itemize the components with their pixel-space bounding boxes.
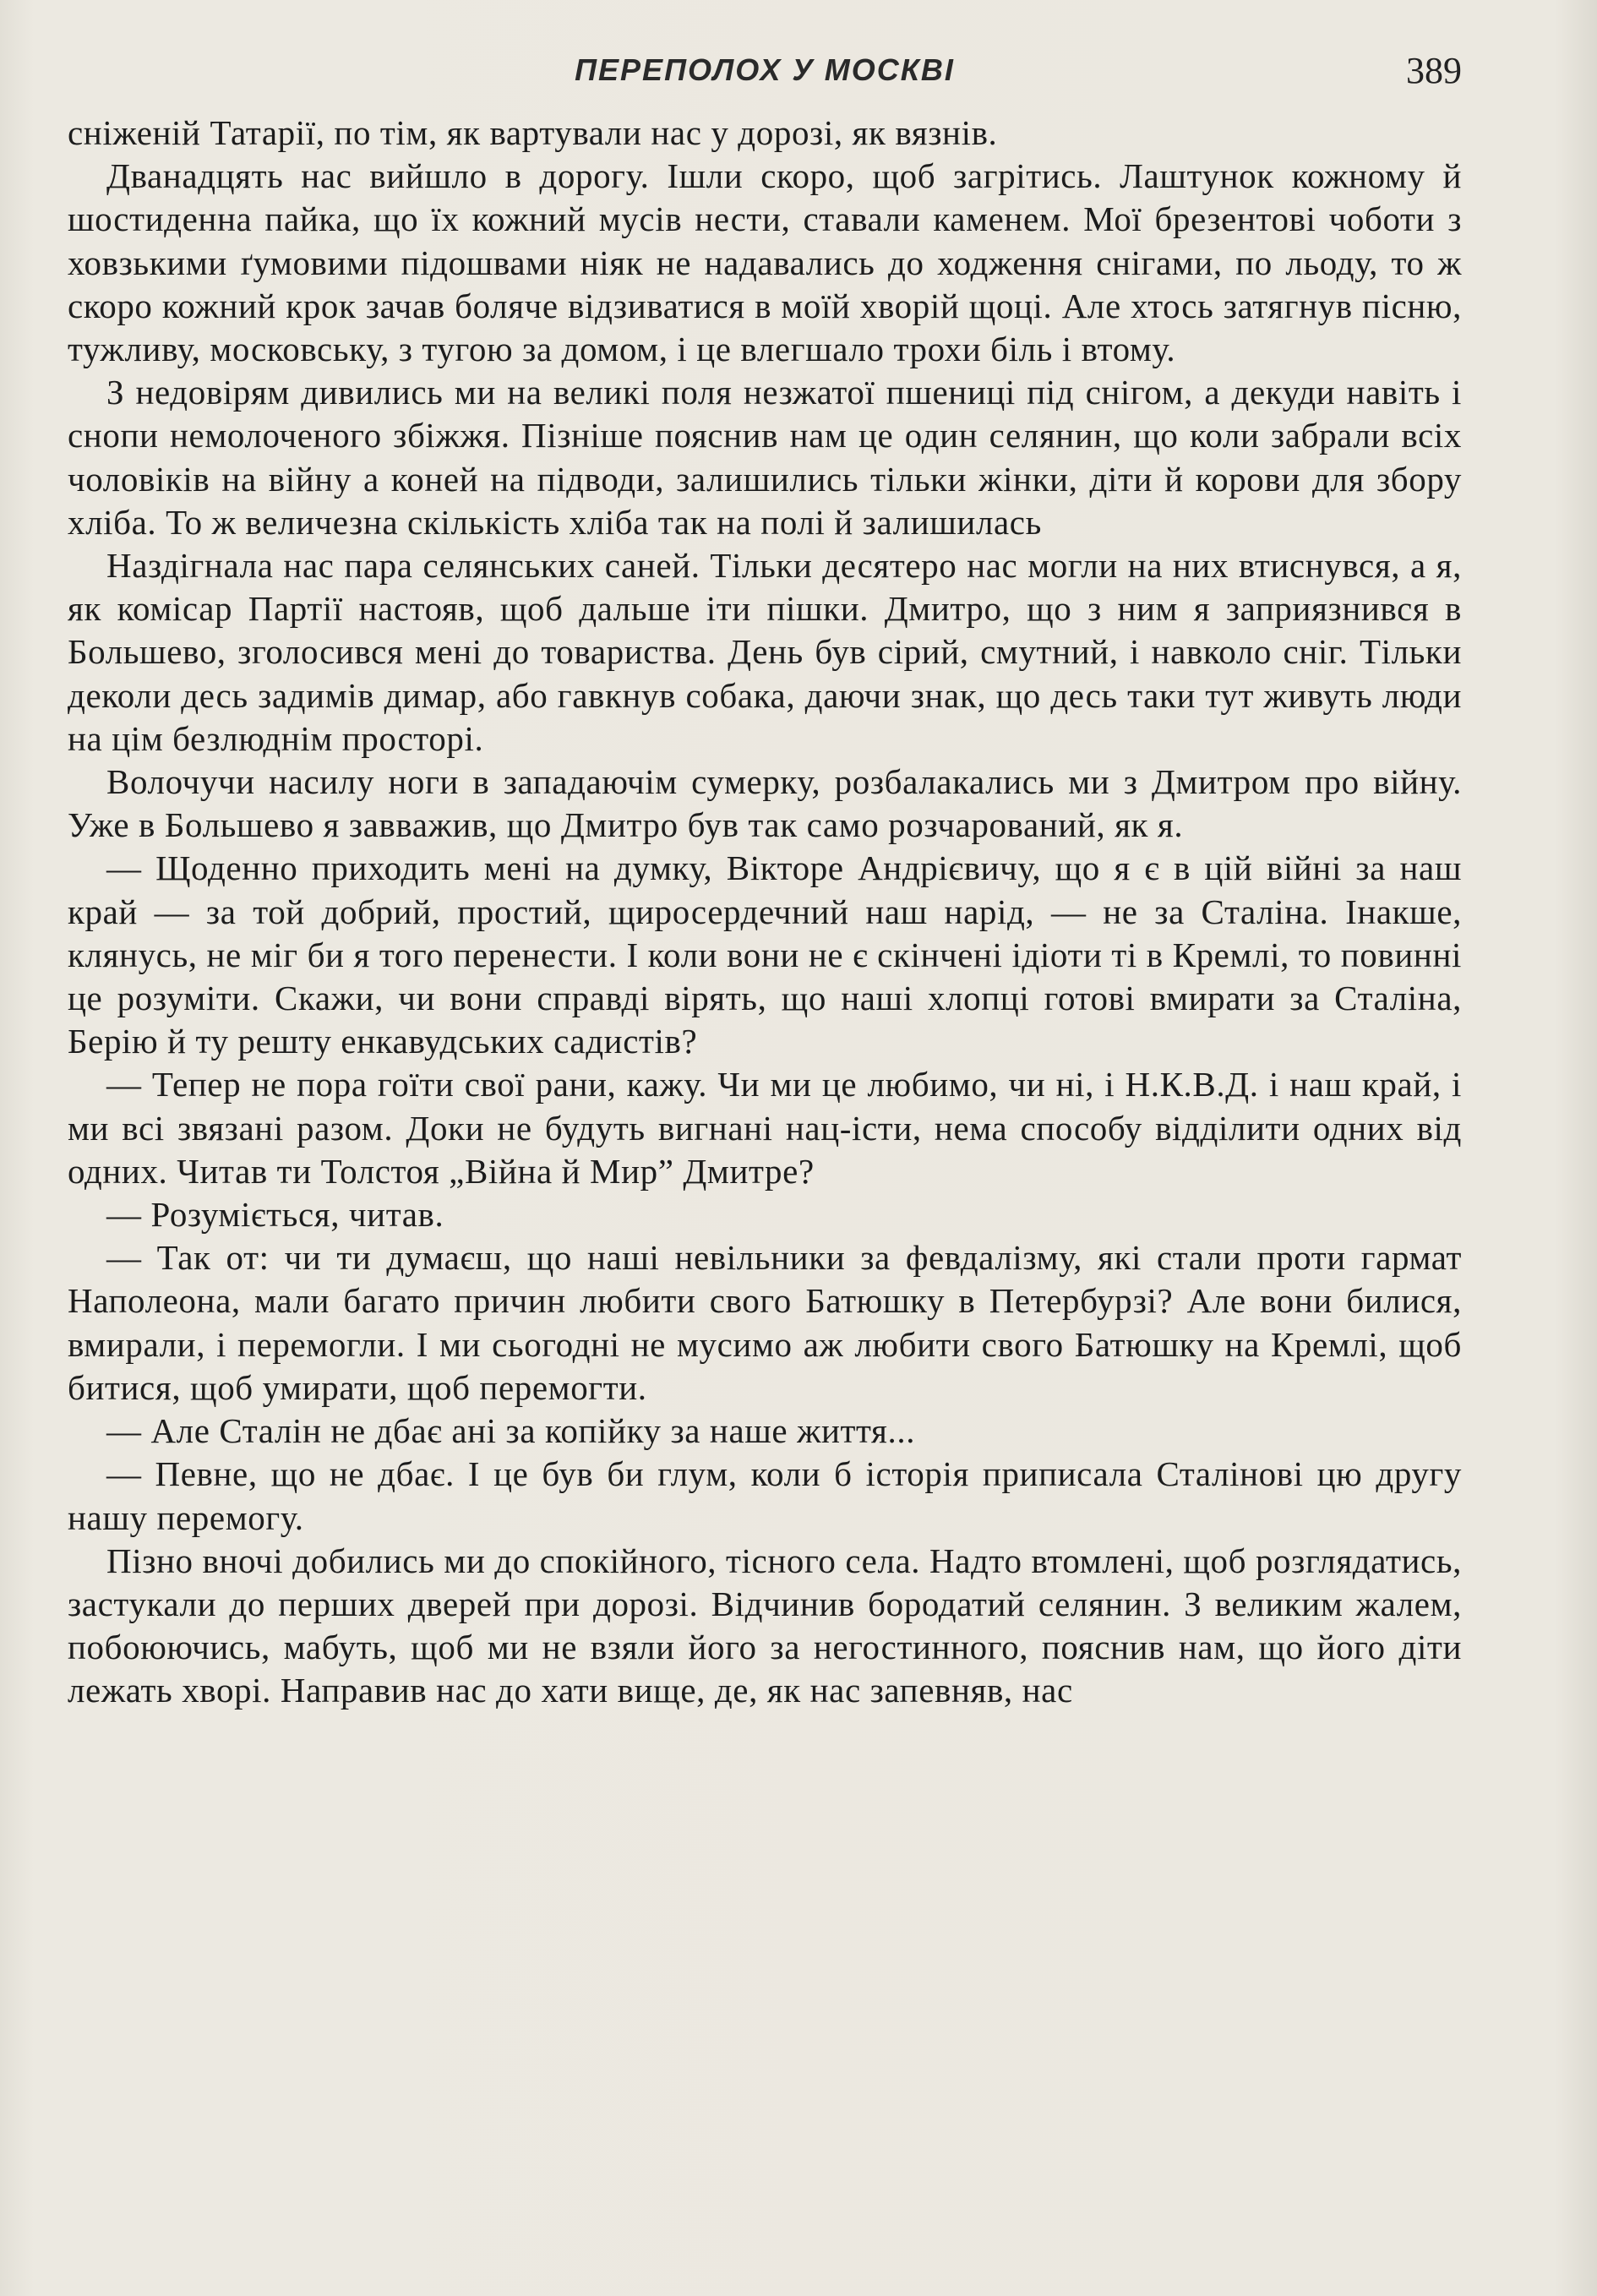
dialogue-paragraph: — Тепер не пора гоїти свої рани, кажу. Чи ми це любимо, чи ні, і Н.К.В.Д. і наш край, і ми всі звязані разом. Доки не будуть вигнані нац-істи, нема способу відділити одних від одних. Читав ти Толстоя „Війна й Мир” Дмитре? [68,1065,1462,1191]
body-text [68,112,1462,1713]
paragraph: Дванадцять нас вийшло в дорогу. Ішли скоро, щоб загрітись. Лаштунок кожному й шостиденна пайка, що їх кожний мусів нести, ставали каменем. Мої брезентові чоботи з ховзькими ґумовими підошвами ніяк не надавались до ходження снігами, по льоду, то ж скоро кожний крок зачав боляче відзиватися в моїй хворій щоці. Але хтось затягнув пісню, тужливу, московську, з тугою за домом, і це влегшало трохи біль і втому. [68,156,1462,369]
paragraph: Волочучи насилу ноги в западаючім сумерку, розбалакались ми з Дмитром про війну. Уже в Большево я завважив, що Дмитро був так само розчарований, як я. [68,762,1462,845]
running-title: ПЕРЕПОЛОХ У МОСКВІ [575,52,955,87]
page-number: 389 [1406,50,1462,91]
running-head [68,49,1462,100]
paragraph: Пізно вночі добились ми до спокійного, тісного села. Надто втомлені, щоб розглядатись, застукали до перших дверей при дорозі. Відчинив бородатий селянин. З великим жалем, побоюючись, мабуть, щоб ми не взяли його за негостинного, пояснив нам, що його діти лежать хворі. Направив нас до хати вище, де, як нас запевняв, нас [68,1541,1462,1710]
dialogue-paragraph: — Так от: чи ти думаєш, що наші невільники за февдалізму, які стали проти гармат Наполеона, мали багато причин любити свого Батюшку в Петербурзі? Але вони билися, вмирали, і перемогли. І ми сьогодні не мусимо аж любити свого Батюшку на Кремлі, щоб битися, щоб умирати, щоб перемогти. [68,1238,1462,1407]
dialogue-paragraph: — Але Сталін не дбає ані за копійку за наше життя... [106,1411,916,1451]
paragraph: сніженій Татарії, по тім, як вартували нас у дорозі, як вязнів. [68,113,998,152]
dialogue-paragraph: — Щоденно приходить мені на думку, Вікторе Андрієвичу, що я є в цій війні за наш край — за той добрий, простий, щиросердечний наш нарід, — не за Сталіна. Інакше, клянусь, не міг би я того перенести. І коли вони не є скінчені ідіоти ті в Кремлі, то повинні це розуміти. Скажи, чи вони справді вірять, що наші хлопці готові вмирати за Сталіна, Берію й ту решту енкавудських садистів? [68,848,1462,1061]
paragraph: Наздігнала нас пара селянських саней. Тільки десятеро нас могли на них втиснувся, а я, як комісар Партії настояв, щоб дальше іти пішки. Дмитро, що з ним я заприязнився в Большево, зголосився мені до товариства. День був сірий, смутний, і навколо сніг. Тільки деколи десь задимів димар, або гавкнув собака, даючи знак, що десь таки тут живуть люди на цім безлюднім просторі. [68,546,1462,758]
paragraph: З недовірям дивились ми на великі поля незжатої пшениці під снігом, а декуди навіть і снопи немолоченого збіжжя. Пізніше пояснив нам це один селянин, що коли забрали всіх чоловіків на війну а коней на підводи, залишились тільки жінки, діти й корови для збору хліба. То ж величезна скількість хліба так на полі й залишилась [68,373,1462,542]
dialogue-paragraph: — Розуміється, читав. [106,1195,444,1235]
dialogue-paragraph: — Певне, що не дбає. І це був би глум, коли б історія приписала Сталінові цю другу нашу перемогу. [68,1454,1462,1537]
